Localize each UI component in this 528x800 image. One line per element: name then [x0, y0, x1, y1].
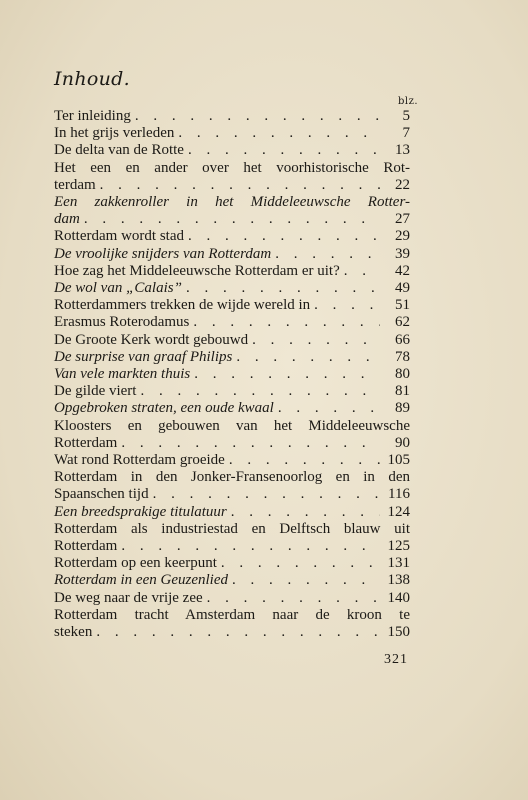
toc-entry-title-line: Een zakkenroller in het Middeleeuwsche Rotter-: [54, 194, 410, 211]
dot-leader: [92, 624, 380, 641]
toc-entry-page: 78: [395, 348, 410, 365]
dot-leader: [174, 125, 380, 142]
toc-entry-title-line: Het een en ander over het voorhistorische Rot-: [54, 159, 410, 176]
toc-entry-page: 13: [395, 142, 410, 159]
toc-entry-row: [54, 400, 410, 417]
toc-entry-row: [54, 555, 410, 572]
toc-entry: [54, 142, 410, 159]
toc-entry: [54, 469, 410, 503]
toc-entry-title: Rotterdam wordt stad: [54, 228, 184, 245]
toc-entry-page: 138: [387, 572, 410, 589]
toc-entry: [54, 521, 410, 555]
toc-entry: [54, 228, 410, 245]
toc-entry-title: De vroolijke snijders van Rotterdam: [54, 245, 272, 262]
toc-entry-row: [54, 538, 410, 555]
toc-entry: [54, 504, 410, 521]
toc-entry-title: Ter inleiding: [54, 108, 131, 124]
toc-entry: [54, 607, 410, 641]
toc-entry-page: 125: [387, 538, 410, 555]
toc-entry: [54, 108, 410, 125]
toc-entry-page: 89: [395, 400, 410, 417]
toc-entry-title: Erasmus Roterodamus: [54, 314, 190, 331]
page-number: 321: [384, 652, 408, 667]
toc-entry-title: Rotterdammers trekken de wijde wereld in: [54, 297, 311, 314]
dot-leader: [184, 142, 380, 159]
toc-entry-title: In het grijs verleden: [54, 125, 175, 142]
toc-entry-title-line: Rotterdam tracht Amsterdam naar de kroon te: [54, 606, 410, 623]
toc-entry-page: 150: [387, 624, 410, 641]
toc-entry: [54, 160, 410, 194]
toc-entry: [54, 314, 410, 331]
toc-entry-title: Een breedsprakige titulatuur: [54, 503, 227, 520]
toc-entry-row: [54, 486, 410, 503]
dot-leader: [248, 332, 380, 349]
dot-leader: [117, 538, 380, 555]
toc-entry-page: 29: [395, 228, 410, 245]
toc-entry-title: De gilde viert: [54, 383, 137, 400]
dot-leader: [340, 263, 380, 280]
toc-entry-page: 66: [395, 331, 410, 348]
toc-entry: [54, 246, 410, 263]
toc-entry-row: [54, 349, 410, 366]
toc-entry-title: terdam: [54, 176, 96, 193]
toc-entry-title: De wol van „Calais”: [54, 280, 182, 297]
dot-leader: [184, 228, 380, 245]
dot-leader: [271, 246, 380, 263]
toc-entry-row: [54, 452, 410, 469]
toc-entry-title: De surprise van graaf Philips: [54, 348, 233, 365]
toc-entry: [54, 349, 410, 366]
toc-entry-page: 62: [395, 314, 410, 331]
toc-entry-row: [54, 177, 410, 194]
toc-entry-row: [54, 228, 410, 245]
toc-entry-row: [54, 504, 410, 521]
dot-leader: [131, 108, 380, 125]
toc-entry-title: De weg naar de vrije zee: [54, 589, 203, 606]
dot-leader: [232, 349, 380, 366]
toc-entry: [54, 332, 410, 349]
toc-entry-title: Van vele markten thuis: [54, 366, 191, 383]
toc-entry-row: [54, 142, 410, 159]
toc-entry-row: [54, 297, 410, 314]
toc-entry-row: [54, 263, 410, 280]
toc-entry-title: dam: [54, 211, 80, 228]
toc-entry-page: 39: [395, 245, 410, 262]
toc-entry: [54, 125, 410, 142]
table-of-contents: [54, 108, 410, 641]
toc-entry-title-line: Kloosters en gebouwen van het Middeleeuwsche: [54, 417, 410, 434]
toc-entry-title: Spaanschen tijd: [54, 486, 149, 503]
toc-entry-title: Wat rond Rotterdam groeide: [54, 452, 225, 469]
toc-entry-row: [54, 246, 410, 263]
toc-entry-title: Rotterdam: [54, 434, 118, 451]
toc-entry: [54, 572, 410, 589]
toc-entry: [54, 280, 410, 297]
dot-leader: [217, 555, 380, 572]
toc-entry: [54, 555, 410, 572]
toc-entry-row: [54, 280, 410, 297]
toc-entry: [54, 366, 410, 383]
toc-entry-title: Hoe zag het Middeleeuwsche Rotterdam er uit?: [54, 262, 340, 279]
toc-entry-page: 22: [395, 176, 410, 193]
toc-entry: [54, 418, 410, 452]
toc-entry-title: steken: [54, 624, 93, 641]
toc-entry: [54, 194, 410, 228]
toc-entry: [54, 400, 410, 417]
toc-entry-title: Opgebroken straten, een oude kwaal: [54, 400, 274, 417]
dot-leader: [274, 400, 380, 417]
toc-entry-row: [54, 383, 410, 400]
dot-leader: [117, 435, 380, 452]
toc-entry-row: [54, 624, 410, 641]
toc-entry: [54, 263, 410, 280]
toc-entry-row: [54, 590, 410, 607]
toc-entry-page: 90: [395, 434, 410, 451]
toc-entry-page: 7: [402, 125, 410, 142]
toc-entry-page: 131: [387, 555, 410, 572]
toc-entry-page: 49: [395, 280, 410, 297]
dot-leader: [182, 280, 380, 297]
toc-entry-title-line: Rotterdam als industriestad en Delftsch blauw uit: [54, 520, 410, 537]
dot-leader: [190, 366, 380, 383]
toc-entry-title-line: Rotterdam in den Jonker-Fransenoorlog en in den: [54, 469, 410, 486]
toc-entry-row: [54, 314, 410, 331]
toc-entry-title: Rotterdam in een Geuzenlied: [54, 572, 228, 589]
dot-leader: [203, 590, 380, 607]
dot-leader: [310, 297, 380, 314]
toc-entry-row: [54, 366, 410, 383]
toc-entry: [54, 590, 410, 607]
dot-leader: [228, 572, 380, 589]
toc-entry: [54, 383, 410, 400]
toc-entry-page: 80: [395, 366, 410, 383]
toc-entry-title: Rotterdam: [54, 538, 118, 555]
toc-entry-row: [54, 332, 410, 349]
toc-entry-row: [54, 125, 410, 142]
page-title: Inhoud.: [54, 68, 130, 90]
toc-entry-page: 124: [387, 503, 410, 520]
toc-entry-page: 81: [395, 383, 410, 400]
toc-entry: [54, 452, 410, 469]
toc-entry-page: 27: [395, 211, 410, 228]
dot-leader: [189, 314, 380, 331]
toc-entry-title: Rotterdam op een keerpunt: [54, 555, 217, 572]
toc-entry: [54, 297, 410, 314]
toc-entry-page: 140: [387, 589, 410, 606]
dot-leader: [80, 211, 380, 228]
toc-entry-title: De delta van de Rotte: [54, 142, 184, 159]
toc-entry-row: [54, 572, 410, 589]
dot-leader: [227, 504, 380, 521]
toc-entry-row: [54, 435, 410, 452]
toc-entry-page: 51: [395, 297, 410, 314]
toc-entry-title: De Groote Kerk wordt gebouwd: [54, 331, 249, 348]
toc-entry-page: 116: [388, 486, 410, 503]
dot-leader: [225, 452, 380, 469]
toc-entry-page: 42: [395, 262, 410, 279]
toc-entry-page: 105: [387, 452, 410, 469]
toc-entry-row: [54, 211, 410, 228]
dot-leader: [96, 177, 380, 194]
dot-leader: [136, 383, 380, 400]
page-column-label: blz.: [398, 96, 419, 107]
dot-leader: [149, 486, 380, 503]
toc-entry-page: 5: [402, 108, 410, 124]
toc-entry-row: [54, 108, 410, 125]
